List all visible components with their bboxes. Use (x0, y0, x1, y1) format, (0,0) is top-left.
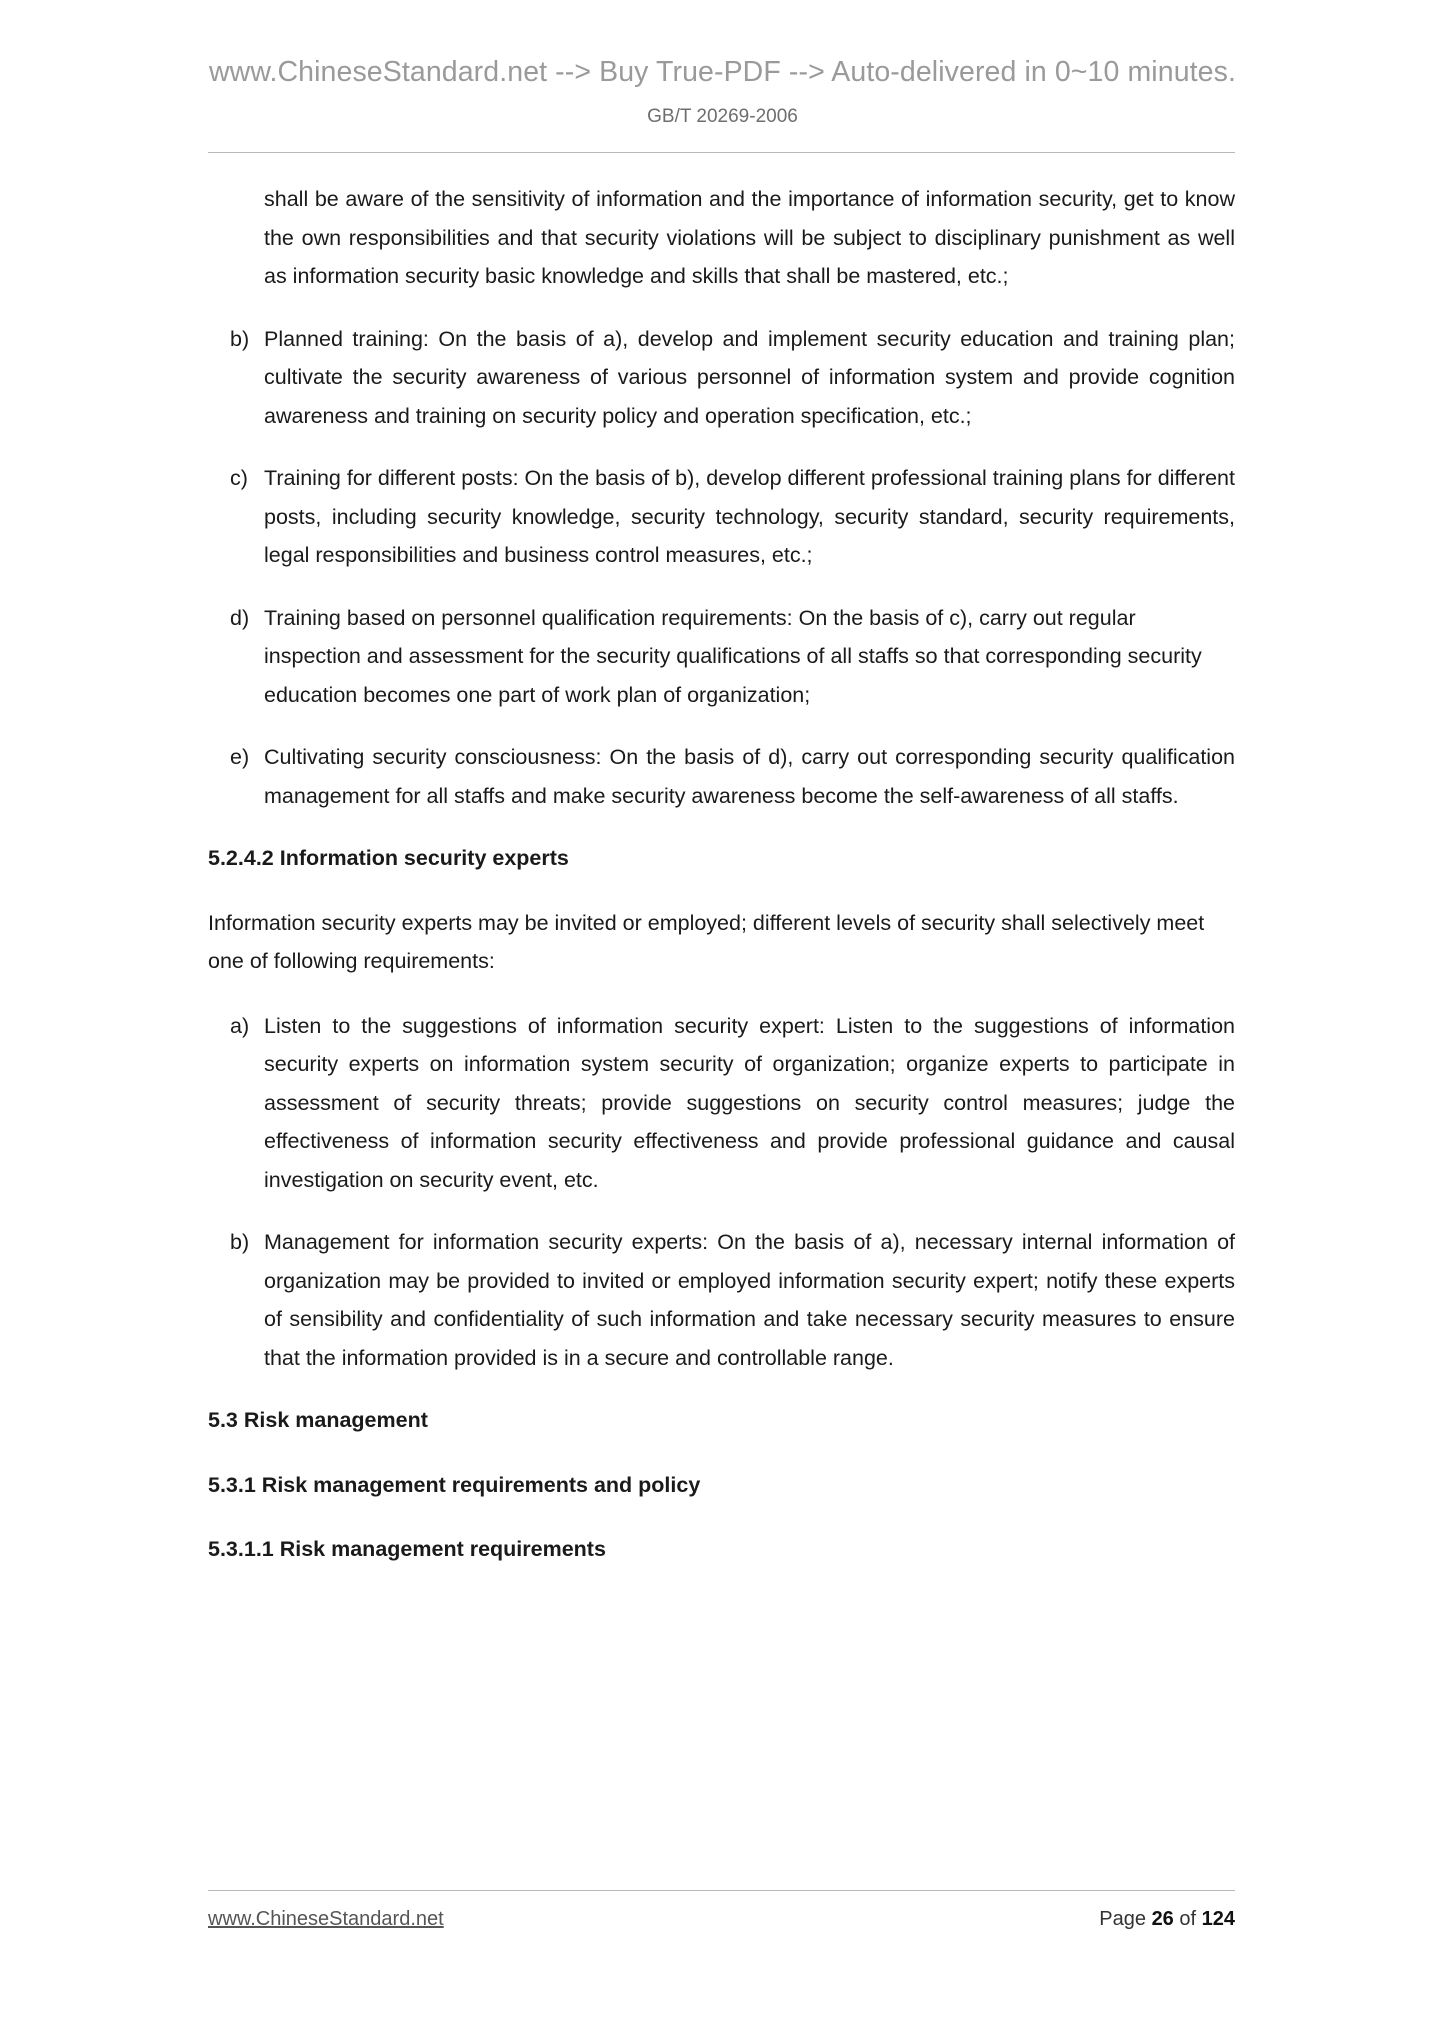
list-item (208, 738, 1235, 815)
list-marker: b) (230, 1230, 250, 1254)
section-heading-5-3: 5.3 Risk management (208, 1408, 428, 1432)
section-heading-5-3-1-1: 5.3.1.1 Risk management requirements (208, 1537, 606, 1561)
list-item (208, 1007, 1235, 1200)
list-marker: a) (230, 1013, 250, 1038)
continued-paragraph-text: shall be aware of the sensitivity of information and the importance of information security, get to know the own responsibilities and that security violations will be subject to disciplinary punishment as well as information security basic knowledge and skills that shall be mastered, etc.; (264, 187, 1235, 288)
list-item-text: Training for different posts: On the basis of b), develop different professional training plans for different posts, including security knowledge, security technology, security standard, security requirements, legal responsibilities and business control measures, etc.; (264, 466, 1235, 567)
page-indicator (1099, 1908, 1235, 1931)
list-item-text: Management for information security experts: On the basis of a), necessary internal information of organization may be provided to invited or employed information security expert; notify these experts of sensibility and confidentiality of such information and take necessary security measures to ensure that the information provided is in a secure and controllable range. (264, 1230, 1235, 1370)
experts-paragraph-text: Information security experts may be invited or employed; different levels of security shall selectively meet one of following requirements: (208, 910, 1205, 973)
document-content (208, 180, 1235, 1595)
list-item (208, 599, 1235, 715)
list-marker: b) (230, 326, 250, 351)
list-item-text: Cultivating security consciousness: On the basis of d), carry out corresponding security qualification management for all staffs and make security awareness become the self-awareness of all staffs. (264, 745, 1235, 808)
footer-divider (208, 1890, 1235, 1891)
document-code: GB/T 20269-2006 (647, 106, 798, 127)
watermark-banner: www.ChineseStandard.net --> Buy True-PDF --> Auto-delivered in 0~10 minutes. (209, 56, 1236, 88)
page-footer (208, 1908, 1235, 1931)
page-of: of (1179, 1908, 1197, 1930)
page-prefix: Page (1099, 1908, 1146, 1930)
list-marker: c) (230, 466, 248, 490)
page-total: 124 (1201, 1908, 1235, 1930)
experts-paragraph (208, 904, 1235, 981)
page-number: 26 (1151, 1908, 1174, 1930)
list-item (208, 1223, 1235, 1377)
list-marker: d) (230, 605, 250, 630)
list-item-text: Planned training: On the basis of a), develop and implement security education and training plan; cultivate the security awareness of various personnel of information system and provide cognition awareness and training on security policy and operation specification, etc.; (264, 326, 1235, 428)
list-marker: e) (230, 745, 250, 769)
list-item (208, 459, 1235, 575)
list-item-text: Training based on personnel qualification requirements: On the basis of c), carry out regular inspection and assessment for the security qualifications of all staffs so that corresponding security education becomes one part of work plan of organization; (264, 605, 1202, 707)
section-heading-5-3-1: 5.3.1 Risk management requirements and policy (208, 1472, 701, 1497)
continued-paragraph (208, 180, 1235, 296)
footer-site-link[interactable]: www.ChineseStandard.net (208, 1908, 444, 1930)
list-item (208, 320, 1235, 436)
section-heading-5-2-4-2: 5.2.4.2 Information security experts (208, 846, 569, 870)
list-item-text: Listen to the suggestions of information security expert: Listen to the suggestions of information security experts on information system security of organization; organize experts to participate in assessment of security threats; provide suggestions on security control measures; judge the effectiveness of information security effectiveness and provide professional guidance and causal investigation on security event, etc. (264, 1013, 1235, 1192)
header-divider (208, 152, 1235, 153)
